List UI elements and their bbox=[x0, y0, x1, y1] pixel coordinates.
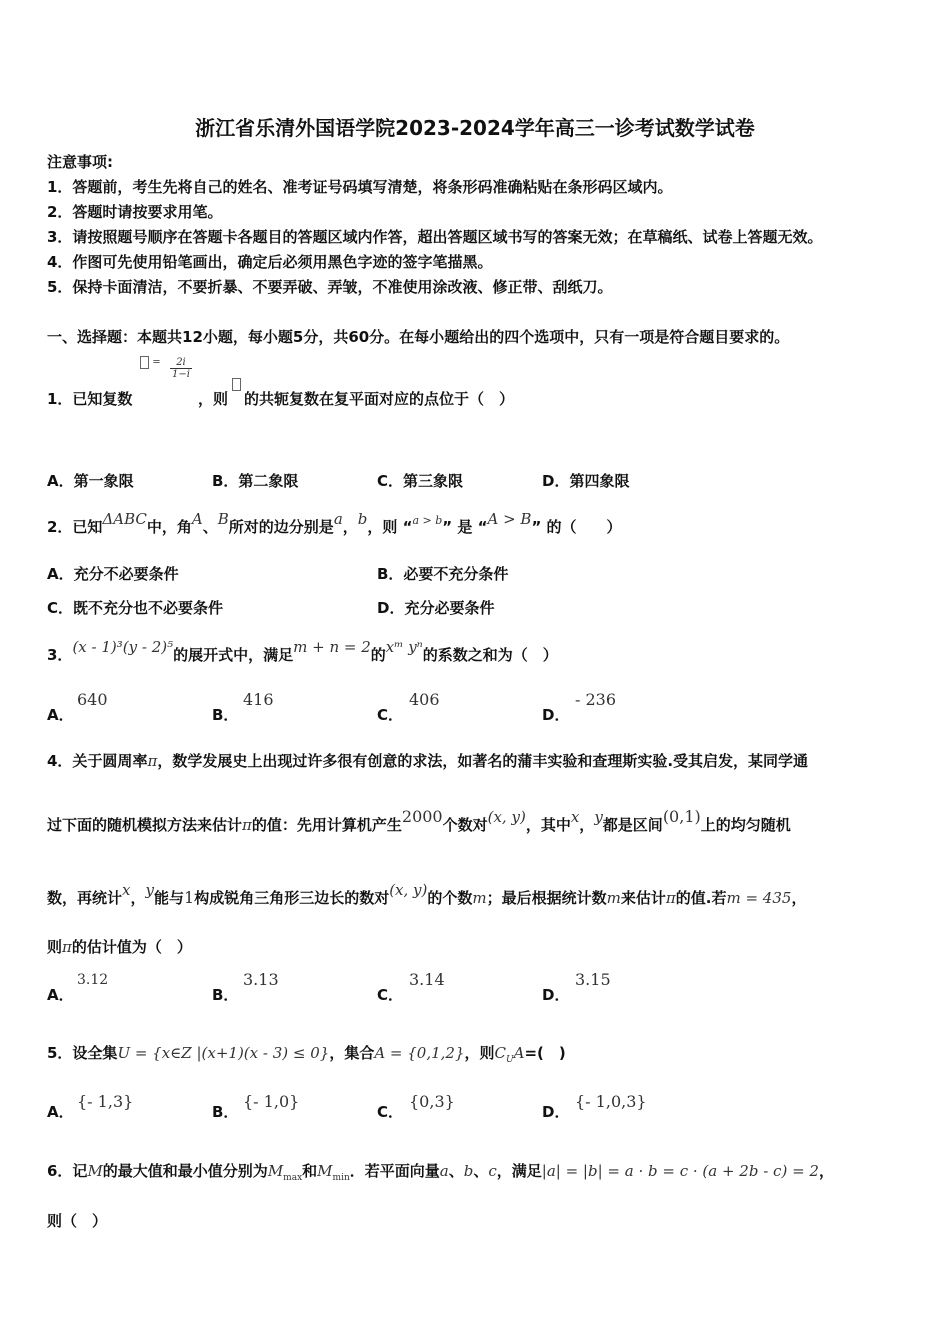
q6-text-c: 和 bbox=[302, 1162, 318, 1180]
q4-text-2f: 都是区间 bbox=[602, 816, 663, 834]
q4-text-2e: ， bbox=[579, 816, 595, 834]
q3-value-d: - 236 bbox=[575, 690, 617, 709]
q4-text-2g: 上的均匀随机 bbox=[700, 816, 791, 834]
q6-vector-b: b bbox=[463, 1162, 474, 1180]
q6-text bbox=[47, 1162, 834, 1183]
q3-value-c: 406 bbox=[409, 690, 440, 709]
q3-text-b: 的 bbox=[370, 646, 386, 664]
q2-angle-b: B bbox=[217, 510, 229, 528]
notice-item-2: 2．答题时请按要求用笔。 bbox=[47, 203, 223, 221]
q3-label-c: C． bbox=[377, 706, 404, 724]
q4-text-1a: 4．关于圆周率 bbox=[47, 752, 148, 770]
q4-line-1 bbox=[47, 752, 808, 770]
q5-complement: C bbox=[494, 1044, 507, 1062]
q5-value-c: {0,3} bbox=[409, 1092, 455, 1111]
q4-line-2 bbox=[47, 807, 791, 834]
q6-text-e: 、 bbox=[448, 1162, 464, 1180]
q5-label-b: B． bbox=[212, 1103, 239, 1121]
q2-text-e: ， bbox=[342, 518, 358, 536]
q2-option-c: C．既不充分也不必要条件 bbox=[47, 599, 224, 617]
q5-text-c: ，则 bbox=[464, 1044, 495, 1062]
q1-text-c: 的共轭复数在复平面对应的点位于（ ） bbox=[244, 390, 515, 408]
q6-text-g: ，满足 bbox=[496, 1162, 542, 1180]
q3-term: xᵐ yⁿ bbox=[385, 638, 423, 656]
q1-frac-body bbox=[170, 357, 192, 380]
notice-item-3: 3．请按照题号顺序在答题卡各题目的答题区域内作答，超出答题区域书写的答案无效；在草稿纸、试卷上答题无效。 bbox=[47, 228, 823, 246]
q6-condition: |a| = |b| = a · b = c · (a + 2b - c) = 2 bbox=[541, 1162, 819, 1180]
q4-text-3d: 构成锐角三角形三边长的数对 bbox=[194, 889, 390, 907]
q2-triangle: ΔABC bbox=[102, 510, 147, 528]
q6-vector-c: c bbox=[488, 1162, 497, 1180]
q4-text-2c: 个数对 bbox=[442, 816, 488, 834]
q5-text bbox=[47, 1044, 566, 1065]
q3-condition: m + n = 2 bbox=[293, 638, 371, 656]
q4-line-3 bbox=[47, 881, 807, 907]
q1-fraction bbox=[140, 356, 161, 369]
q4-x-2: x bbox=[122, 881, 131, 899]
q5-universal-set: U = {x∈Z |(x+1)(x - 3) ≤ 0} bbox=[117, 1044, 330, 1062]
q3-text-a: 的展开式中，满足 bbox=[173, 646, 294, 664]
q1-text-b: ，则 bbox=[198, 390, 229, 408]
q4-label-b: B． bbox=[212, 986, 239, 1004]
q5-label-a: A． bbox=[47, 1103, 74, 1121]
q4-m-equals: m = 435 bbox=[726, 889, 792, 907]
q4-pi: π bbox=[147, 752, 158, 770]
q2-text bbox=[47, 510, 622, 536]
q4-m-2: m bbox=[606, 889, 621, 907]
q6-m: M bbox=[87, 1162, 103, 1180]
notice-item-5: 5．保持卡面清洁，不要折暴、不要弄破、弄皱，不准使用涂改液、修正带、刮纸刀。 bbox=[47, 278, 613, 296]
q4-one: 1 bbox=[184, 888, 195, 907]
q4-text-3f: ；最后根据统计数 bbox=[486, 889, 607, 907]
q2-text-d: 所对的边分别是 bbox=[228, 518, 334, 536]
q6-max-sub: max bbox=[283, 1173, 303, 1183]
q3-value-a: 640 bbox=[77, 690, 108, 709]
q2-option-d: D．充分必要条件 bbox=[377, 599, 495, 617]
q4-text-3h: 的值.若 bbox=[675, 889, 727, 907]
q4-text-2b: 的值：先用计算机产生 bbox=[251, 816, 402, 834]
q2-cond-2: A > B bbox=[487, 510, 532, 528]
notice-item-4: 4．作图可先使用铅笔画出，确定后必须用黑色字迹的签字笔描黑。 bbox=[47, 253, 493, 271]
q4-text-2d: ，其中 bbox=[525, 816, 571, 834]
notice-item-1: 1．答题前，考生先将自己的姓名、准考证号码填写清楚，将条形码准确粘贴在条形码区域内。 bbox=[47, 178, 673, 196]
q1-z-box-2 bbox=[232, 378, 241, 391]
q4-text-3b: ， bbox=[130, 889, 146, 907]
q2-text-h: ” 的（ ） bbox=[531, 518, 622, 536]
q5-value-a: {- 1,3} bbox=[77, 1092, 134, 1111]
q6-text-b: 的最大值和最小值分别为 bbox=[102, 1162, 268, 1180]
q3-text bbox=[47, 638, 558, 664]
q3-label-a: A． bbox=[47, 706, 74, 724]
q1-frac-num: 2i bbox=[170, 357, 192, 369]
q1-option-a: A．第一象限 bbox=[47, 472, 134, 490]
q2-text-b: 中，角 bbox=[146, 518, 192, 536]
q3-number: 3． bbox=[47, 646, 73, 664]
q1-equals: = bbox=[152, 357, 161, 368]
q4-pi-2: π bbox=[242, 816, 252, 834]
q4-pi-4: π bbox=[62, 938, 72, 956]
q2-option-b: B．必要不充分条件 bbox=[377, 565, 509, 583]
q4-m: m bbox=[472, 889, 487, 907]
q4-y: y bbox=[594, 808, 603, 826]
q1-option-c: C．第三象限 bbox=[377, 472, 464, 490]
q6-text-h: ， bbox=[818, 1162, 834, 1180]
q4-text-3c: 能与 bbox=[153, 889, 184, 907]
q2-option-a: A．充分不必要条件 bbox=[47, 565, 179, 583]
q5-value-b: {- 1,0} bbox=[243, 1092, 300, 1111]
q3-expression: (x - 1)³(y - 2)⁵ bbox=[72, 638, 174, 656]
q2-side-a: a bbox=[333, 510, 343, 528]
q4-x: x bbox=[570, 808, 580, 826]
q4-count: 2000 bbox=[401, 807, 443, 826]
q1-z-box bbox=[140, 356, 149, 369]
q5-label-c: C． bbox=[377, 1103, 404, 1121]
q5-text-a: 5．设全集 bbox=[47, 1044, 118, 1062]
q4-text-3g: 来估计 bbox=[620, 889, 666, 907]
q3-label-b: B． bbox=[212, 706, 239, 724]
q6-line-2: 则（ ） bbox=[47, 1212, 108, 1230]
q6-m-min: M bbox=[317, 1162, 333, 1180]
q6-vector-a: a bbox=[439, 1162, 449, 1180]
q2-text-a: 2．已知 bbox=[47, 518, 103, 536]
q5-text-d: =( ) bbox=[524, 1044, 566, 1062]
q4-text-3i: ， bbox=[791, 889, 807, 907]
q1-frac-den: 1−i bbox=[172, 369, 190, 380]
q4-pair: (x, y) bbox=[487, 808, 526, 826]
q5-text-b: ，集合 bbox=[329, 1044, 375, 1062]
q5-complement-set: A bbox=[513, 1044, 525, 1062]
notice-heading: 注意事项: bbox=[47, 153, 113, 171]
q5-set-a: A = {0,1,2} bbox=[374, 1044, 465, 1062]
q4-pi-3: π bbox=[665, 889, 676, 907]
q4-label-d: D． bbox=[542, 986, 570, 1004]
q4-y-2: y bbox=[145, 881, 154, 899]
q6-m-max: M bbox=[267, 1162, 284, 1180]
q4-text-4a: 则 bbox=[47, 938, 63, 956]
q6-text-f: 、 bbox=[473, 1162, 489, 1180]
q1-option-b: B．第二象限 bbox=[212, 472, 299, 490]
page-title: 浙江省乐清外国语学院2023-2024学年高三一诊考试数学试卷 bbox=[195, 116, 755, 140]
q3-value-b: 416 bbox=[243, 690, 274, 709]
q4-text-3e: 的个数 bbox=[427, 889, 473, 907]
q2-cond-1: a > b bbox=[412, 514, 443, 527]
q6-min-sub: min bbox=[332, 1173, 350, 1183]
q1-text-a: 1．已知复数 bbox=[47, 390, 133, 408]
q4-text-2a: 过下面的随机模拟方法来估计 bbox=[47, 816, 243, 834]
q4-value-b: 3.13 bbox=[243, 970, 279, 989]
q6-text-a: 6．记 bbox=[47, 1162, 88, 1180]
q1-option-d: D．第四象限 bbox=[542, 472, 630, 490]
q5-value-d: {- 1,0,3} bbox=[575, 1092, 647, 1111]
q4-label-a: A． bbox=[47, 986, 74, 1004]
q4-text-4b: 的估计值为（ ） bbox=[71, 938, 192, 956]
q2-angle-a: A bbox=[191, 510, 203, 528]
section-heading: 一、选择题：本题共12小题，每小题5分，共60分。在每小题给出的四个选项中，只有一项是符合题目要求的。 bbox=[47, 328, 790, 346]
q4-value-d: 3.15 bbox=[575, 970, 611, 989]
q3-label-d: D． bbox=[542, 706, 570, 724]
q2-side-b: b bbox=[357, 510, 368, 528]
q4-label-c: C． bbox=[377, 986, 404, 1004]
q2-text-f: ，则 “ bbox=[367, 518, 413, 536]
q2-text-c: 、 bbox=[202, 518, 218, 536]
q5-complement-sub: U bbox=[506, 1055, 514, 1065]
q4-value-c: 3.14 bbox=[409, 970, 445, 989]
q4-text-1b: ，数学发展史上出现过许多很有创意的求法，如著名的蒲丰实验和查理斯实验.受其启发，某同学通 bbox=[157, 752, 809, 770]
q3-text-c: 的系数之和为（ ） bbox=[422, 646, 558, 664]
q4-pair-2: (x, y) bbox=[389, 881, 428, 899]
q2-text-g: ” 是 “ bbox=[442, 518, 488, 536]
q5-label-d: D． bbox=[542, 1103, 570, 1121]
q4-text-3a: 数，再统计 bbox=[47, 889, 123, 907]
q4-interval: (0,1) bbox=[662, 807, 701, 826]
q6-text-d: ．若平面向量 bbox=[349, 1162, 440, 1180]
q4-line-4 bbox=[47, 938, 192, 956]
q4-value-a: 3.12 bbox=[77, 972, 109, 988]
